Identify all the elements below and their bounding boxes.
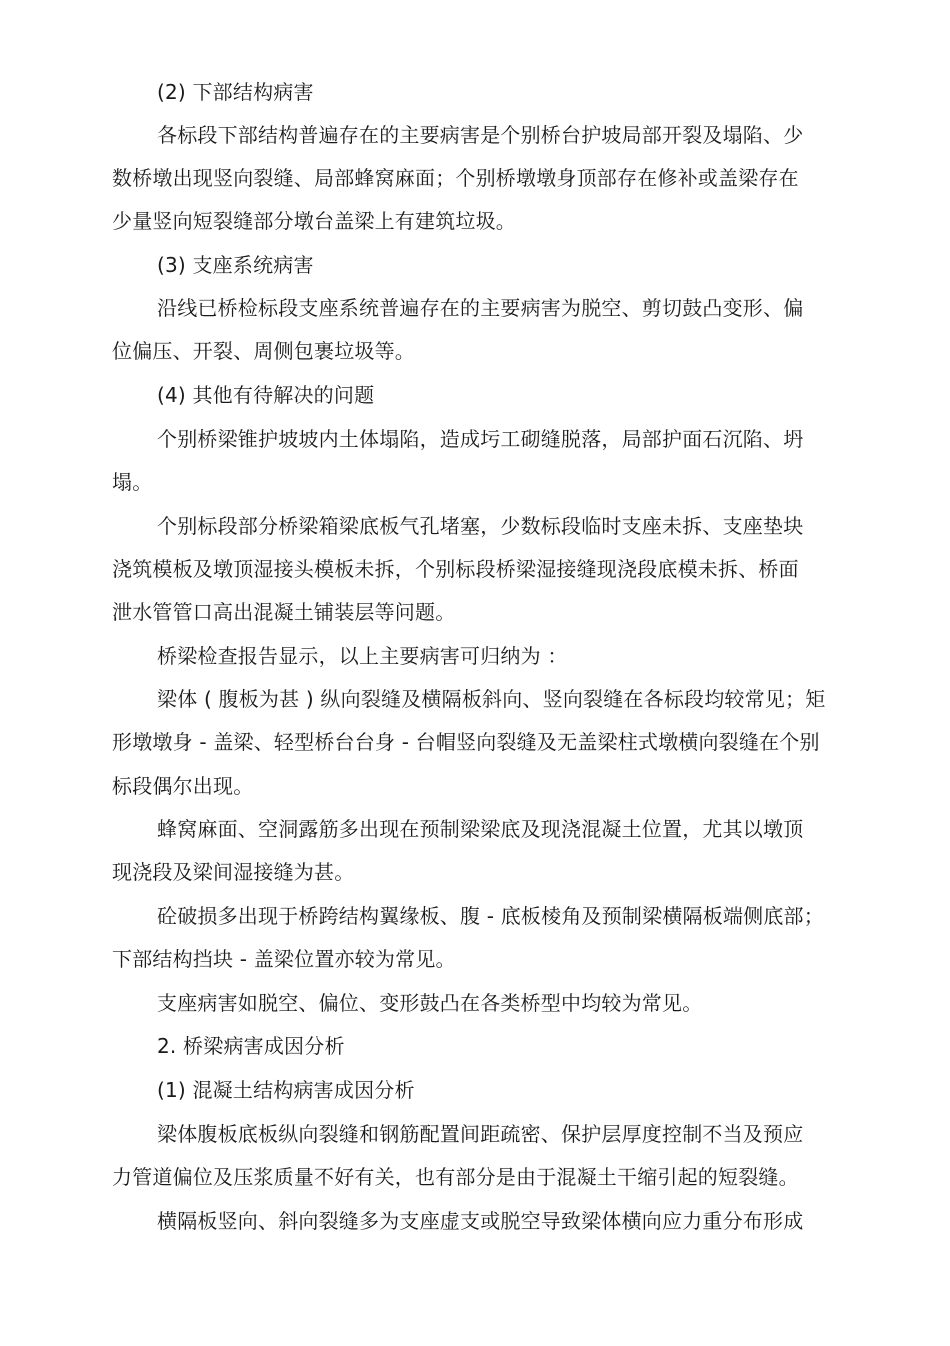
paragraph-line: 浇筑模板及墩顶湿接头模板未拆，个别标段桥梁湿接缝现浇段底模未拆、桥面 <box>112 557 799 581</box>
paragraph-line: 塌。 <box>112 470 153 494</box>
paragraph-line: 桥梁检查报告显示，以上主要病害可归纳为 ： <box>157 644 568 668</box>
paragraph-line: 个别桥梁锥护坡坡内土体塌陷，造成圬工砌缝脱落，局部护面石沉陷、坍 <box>157 427 804 451</box>
paragraph-line: 梁体腹板底板纵向裂缝和钢筋配置间距疏密、保护层厚度控制不当及预应 <box>157 1122 804 1146</box>
section-heading: (4) 其他有待解决的问题 <box>157 383 375 407</box>
paragraph-line: 少量竖向短裂缝部分墩台盖梁上有建筑垃圾。 <box>112 209 516 233</box>
paragraph-line: 下部结构挡块 - 盖梁位置亦较为常见。 <box>112 947 456 971</box>
paragraph-line: 力管道偏位及压浆质量不好有关，也有部分是由于混凝土干缩引起的短裂缝。 <box>112 1165 799 1189</box>
paragraph-line: 梁体 ( 腹板为甚 ) 纵向裂缝及横隔板斜向、竖向裂缝在各标段均较常见；矩 <box>157 687 826 711</box>
paragraph-line: 支座病害如脱空、偏位、变形鼓凸在各类桥型中均较为常见。 <box>157 991 703 1015</box>
paragraph-line: 标段偶尔出现。 <box>112 774 254 798</box>
section-heading: (2) 下部结构病害 <box>157 80 314 104</box>
section-heading: 2. 桥梁病害成因分析 <box>157 1034 345 1058</box>
paragraph-line: 位偏压、开裂、周侧包裹垃圾等。 <box>112 339 415 363</box>
section-heading: (1) 混凝土结构病害成因分析 <box>157 1078 415 1102</box>
section-heading: (3) 支座系统病害 <box>157 253 314 277</box>
paragraph-line: 形墩墩身 - 盖梁、轻型桥台台身 - 台帽竖向裂缝及无盖梁柱式墩横向裂缝在个别 <box>112 730 820 754</box>
paragraph-line: 横隔板竖向、斜向裂缝多为支座虚支或脱空导致梁体横向应力重分布形成 <box>157 1209 804 1233</box>
paragraph-line: 各标段下部结构普遍存在的主要病害是个别桥台护坡局部开裂及塌陷、少 <box>157 123 804 147</box>
paragraph-line: 个别标段部分桥梁箱梁底板气孔堵塞，少数标段临时支座未拆、支座垫块 <box>157 514 804 538</box>
paragraph-line: 现浇段及梁间湿接缝为甚。 <box>112 860 355 884</box>
paragraph-line: 沿线已桥检标段支座系统普遍存在的主要病害为脱空、剪切鼓凸变形、偏 <box>157 296 804 320</box>
paragraph-line: 泄水管管口高出混凝土铺装层等问题。 <box>112 600 456 624</box>
paragraph-line: 蜂窝麻面、空洞露筋多出现在预制梁梁底及现浇混凝土位置，尤其以墩顶 <box>157 817 804 841</box>
paragraph-line: 砼破损多出现于桥跨结构翼缘板、腹 - 底板棱角及预制梁横隔板端侧底部； <box>157 904 824 928</box>
paragraph-line: 数桥墩出现竖向裂缝、局部蜂窝麻面；个别桥墩墩身顶部存在修补或盖梁存在 <box>112 166 799 190</box>
